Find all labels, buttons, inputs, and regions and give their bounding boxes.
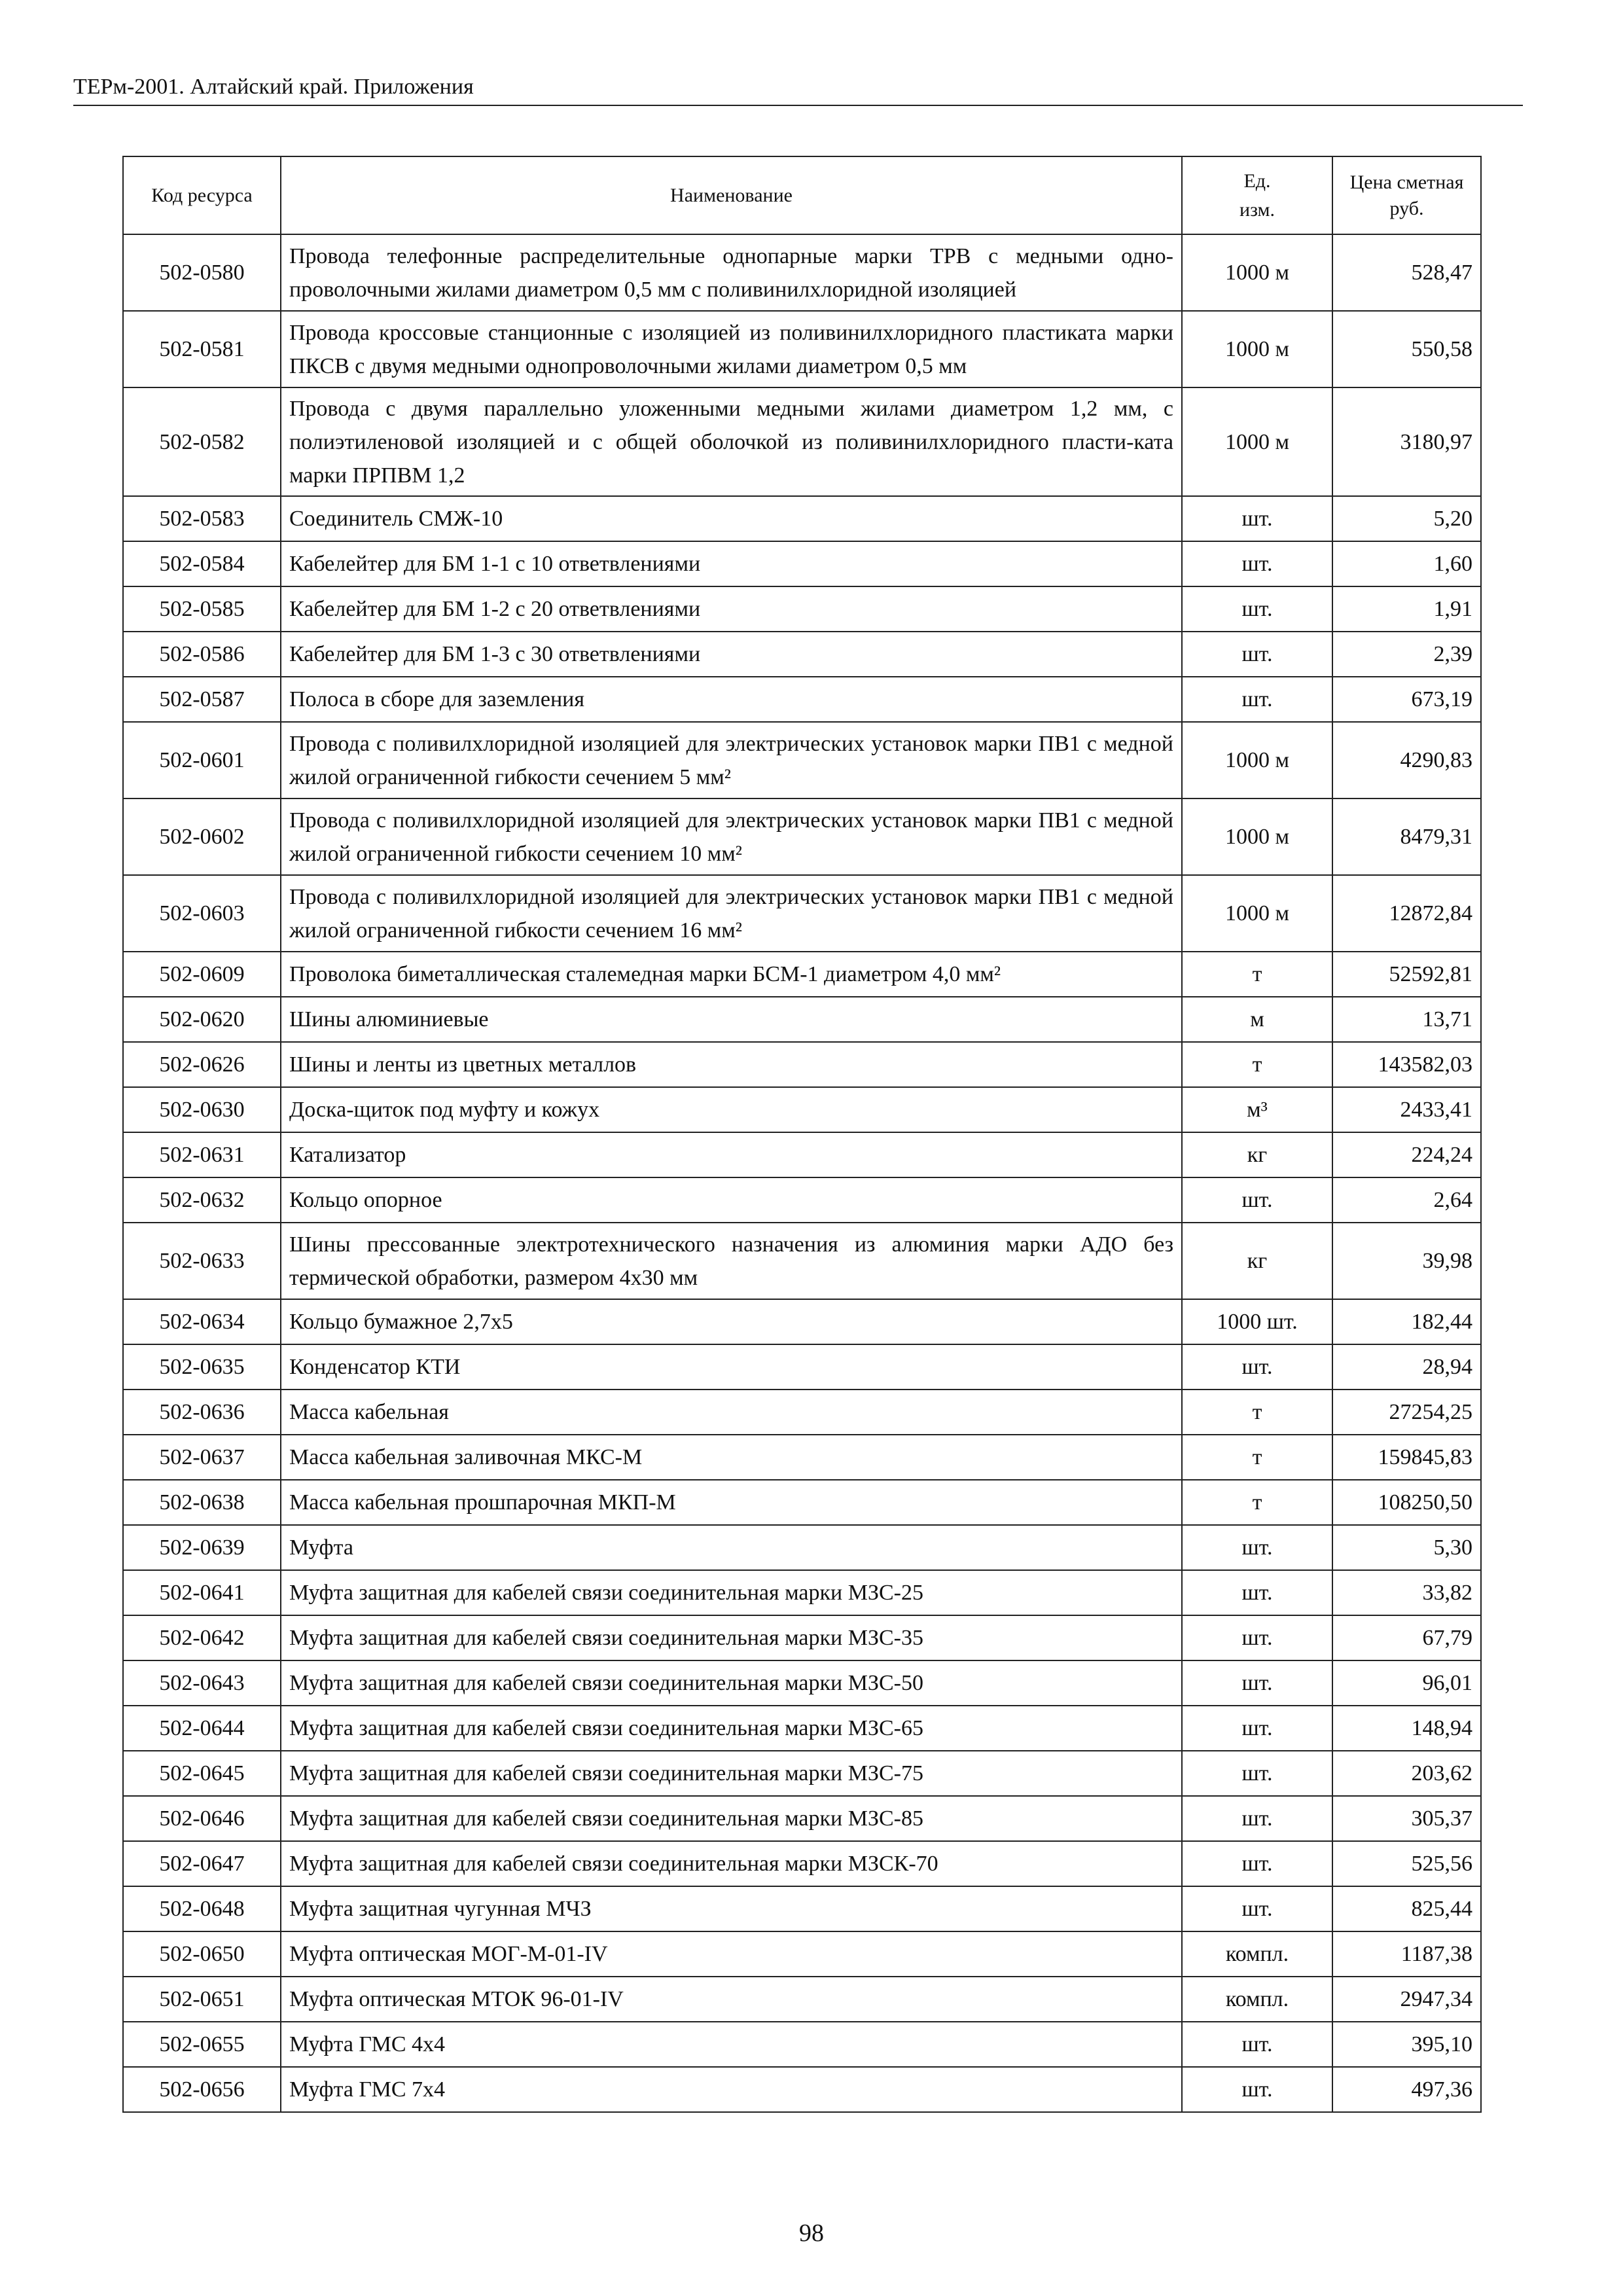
table-row xyxy=(123,1841,1481,1886)
cell-name: Муфта оптическая МТОК 96-01-IV xyxy=(281,1977,1182,2022)
table-row xyxy=(123,1751,1481,1796)
cell-name: Шины и ленты из цветных металлов xyxy=(281,1042,1182,1087)
cell-code: 502-0631 xyxy=(123,1132,281,1177)
table-row xyxy=(123,1390,1481,1435)
cell-name: Конденсатор КТИ xyxy=(281,1344,1182,1390)
cell-unit: кг xyxy=(1182,1223,1332,1299)
cell-price: 4290,83 xyxy=(1332,722,1481,798)
cell-code: 502-0580 xyxy=(123,234,281,311)
cell-price: 2947,34 xyxy=(1332,1977,1481,2022)
cell-unit: т xyxy=(1182,1480,1332,1525)
cell-unit: 1000 шт. xyxy=(1182,1299,1332,1344)
cell-price: 224,24 xyxy=(1332,1132,1481,1177)
cell-unit: шт. xyxy=(1182,1615,1332,1660)
cell-code: 502-0626 xyxy=(123,1042,281,1087)
cell-name: Шины прессованные электротехнического назначения из алюминия марки АДО без термической обработки, размером 4х30 мм xyxy=(281,1223,1182,1299)
cell-code: 502-0632 xyxy=(123,1177,281,1223)
table-row xyxy=(123,632,1481,677)
cell-price: 27254,25 xyxy=(1332,1390,1481,1435)
cell-price: 5,20 xyxy=(1332,496,1481,541)
cell-price: 52592,81 xyxy=(1332,952,1481,997)
cell-name: Провода с поливилхлоридной изоляцией для электрических установок марки ПВ1 с медной жилой ограниченной гибкости сечением 5 мм² xyxy=(281,722,1182,798)
cell-price: 825,44 xyxy=(1332,1886,1481,1931)
cell-unit: м³ xyxy=(1182,1087,1332,1132)
cell-code: 502-0634 xyxy=(123,1299,281,1344)
cell-name: Полоса в сборе для заземления xyxy=(281,677,1182,722)
cell-unit: шт. xyxy=(1182,1751,1332,1796)
table-row xyxy=(123,1435,1481,1480)
cell-code: 502-0587 xyxy=(123,677,281,722)
cell-name: Масса кабельная xyxy=(281,1390,1182,1435)
cell-name: Шины алюминиевые xyxy=(281,997,1182,1042)
table-row xyxy=(123,1931,1481,1977)
column-header-unit-line1: Ед. xyxy=(1243,170,1271,192)
column-header-name: Наименование xyxy=(281,156,1182,234)
table-header-row xyxy=(123,156,1481,234)
cell-name: Муфта xyxy=(281,1525,1182,1570)
cell-unit: шт. xyxy=(1182,541,1332,586)
cell-unit: шт. xyxy=(1182,1886,1332,1931)
cell-code: 502-0603 xyxy=(123,875,281,952)
cell-price: 1187,38 xyxy=(1332,1931,1481,1977)
table-row xyxy=(123,1177,1481,1223)
cell-code: 502-0643 xyxy=(123,1660,281,1706)
cell-price: 39,98 xyxy=(1332,1223,1481,1299)
table-row xyxy=(123,997,1481,1042)
cell-unit: 1000 м xyxy=(1182,387,1332,496)
cell-name: Кабелейтер для БМ 1-3 с 30 ответвлениями xyxy=(281,632,1182,677)
cell-unit: т xyxy=(1182,952,1332,997)
cell-price: 1,60 xyxy=(1332,541,1481,586)
cell-price: 96,01 xyxy=(1332,1660,1481,1706)
cell-unit: т xyxy=(1182,1435,1332,1480)
table-row xyxy=(123,1132,1481,1177)
column-header-price-line1: Цена сметная xyxy=(1349,171,1464,193)
table-row xyxy=(123,1299,1481,1344)
table-row xyxy=(123,1344,1481,1390)
cell-price: 33,82 xyxy=(1332,1570,1481,1615)
table-row xyxy=(123,1570,1481,1615)
table-row xyxy=(123,1796,1481,1841)
page-header: ТЕРм-2001. Алтайский край. Приложения xyxy=(73,73,1523,106)
cell-price: 12872,84 xyxy=(1332,875,1481,952)
column-header-price-line2: руб. xyxy=(1389,197,1424,219)
cell-unit: шт. xyxy=(1182,586,1332,632)
cell-name: Муфта оптическая МОГ-М-01-IV xyxy=(281,1931,1182,1977)
cell-code: 502-0644 xyxy=(123,1706,281,1751)
cell-name: Муфта ГМС 7х4 xyxy=(281,2067,1182,2112)
cell-unit: 1000 м xyxy=(1182,234,1332,311)
cell-name: Провода телефонные распределительные однопарные марки ТРВ с медными одно-проволочными жилами диаметром 0,5 мм с поливинилхлоридной изоляцией xyxy=(281,234,1182,311)
cell-unit: шт. xyxy=(1182,1660,1332,1706)
cell-unit: 1000 м xyxy=(1182,875,1332,952)
table-row xyxy=(123,541,1481,586)
table-row xyxy=(123,798,1481,875)
cell-code: 502-0620 xyxy=(123,997,281,1042)
cell-name: Муфта защитная для кабелей связи соединительная марки МЗС-85 xyxy=(281,1796,1182,1841)
cell-unit: 1000 м xyxy=(1182,798,1332,875)
table-row xyxy=(123,1223,1481,1299)
table-row xyxy=(123,952,1481,997)
cell-price: 2,39 xyxy=(1332,632,1481,677)
cell-code: 502-0651 xyxy=(123,1977,281,2022)
cell-code: 502-0609 xyxy=(123,952,281,997)
cell-price: 148,94 xyxy=(1332,1706,1481,1751)
table-row xyxy=(123,2022,1481,2067)
cell-price: 5,30 xyxy=(1332,1525,1481,1570)
cell-name: Катализатор xyxy=(281,1132,1182,1177)
resource-price-table xyxy=(122,156,1482,2113)
cell-unit: м xyxy=(1182,997,1332,1042)
cell-name: Кабелейтер для БМ 1-1 с 10 ответвлениями xyxy=(281,541,1182,586)
cell-price: 182,44 xyxy=(1332,1299,1481,1344)
cell-code: 502-0630 xyxy=(123,1087,281,1132)
cell-name: Провода кроссовые станционные с изоляцией из поливинилхлоридного пластиката марки ПКСВ с двумя медными однопроволочными жилами диаметром 0,5 мм xyxy=(281,311,1182,387)
table-row xyxy=(123,1087,1481,1132)
table-row xyxy=(123,1615,1481,1660)
table-row xyxy=(123,1706,1481,1751)
cell-name: Провода с поливилхлоридной изоляцией для электрических установок марки ПВ1 с медной жилой ограниченной гибкости сечением 16 мм² xyxy=(281,875,1182,952)
cell-price: 8479,31 xyxy=(1332,798,1481,875)
table-row xyxy=(123,496,1481,541)
cell-unit: 1000 м xyxy=(1182,311,1332,387)
cell-name: Масса кабельная заливочная МКС-М xyxy=(281,1435,1182,1480)
cell-code: 502-0642 xyxy=(123,1615,281,1660)
cell-price: 3180,97 xyxy=(1332,387,1481,496)
cell-unit: шт. xyxy=(1182,632,1332,677)
cell-name: Проволока биметаллическая сталемедная марки БСМ-1 диаметром 4,0 мм² xyxy=(281,952,1182,997)
cell-price: 203,62 xyxy=(1332,1751,1481,1796)
cell-price: 305,37 xyxy=(1332,1796,1481,1841)
cell-unit: шт. xyxy=(1182,2022,1332,2067)
cell-code: 502-0641 xyxy=(123,1570,281,1615)
cell-code: 502-0602 xyxy=(123,798,281,875)
cell-price: 159845,83 xyxy=(1332,1435,1481,1480)
cell-name: Муфта защитная для кабелей связи соединительная марки МЗСК-70 xyxy=(281,1841,1182,1886)
column-header-price xyxy=(1332,156,1481,234)
cell-name: Кольцо опорное xyxy=(281,1177,1182,1223)
cell-price: 525,56 xyxy=(1332,1841,1481,1886)
table-row xyxy=(123,1886,1481,1931)
cell-price: 2,64 xyxy=(1332,1177,1481,1223)
table-row xyxy=(123,311,1481,387)
table-row xyxy=(123,1977,1481,2022)
cell-code: 502-0584 xyxy=(123,541,281,586)
table-row xyxy=(123,387,1481,496)
cell-unit: шт. xyxy=(1182,1796,1332,1841)
cell-code: 502-0581 xyxy=(123,311,281,387)
cell-name: Муфта ГМС 4х4 xyxy=(281,2022,1182,2067)
page-number: 98 xyxy=(799,2219,824,2247)
cell-code: 502-0645 xyxy=(123,1751,281,1796)
cell-unit: шт. xyxy=(1182,1841,1332,1886)
cell-name: Муфта защитная для кабелей связи соединительная марки МЗС-65 xyxy=(281,1706,1182,1751)
table-row xyxy=(123,2067,1481,2112)
cell-code: 502-0637 xyxy=(123,1435,281,1480)
cell-unit: шт. xyxy=(1182,1344,1332,1390)
cell-price: 550,58 xyxy=(1332,311,1481,387)
cell-code: 502-0636 xyxy=(123,1390,281,1435)
cell-name: Доска-щиток под муфту и кожух xyxy=(281,1087,1182,1132)
cell-name: Муфта защитная чугунная МЧЗ xyxy=(281,1886,1182,1931)
cell-code: 502-0583 xyxy=(123,496,281,541)
cell-price: 673,19 xyxy=(1332,677,1481,722)
table-row xyxy=(123,1660,1481,1706)
cell-code: 502-0646 xyxy=(123,1796,281,1841)
cell-unit: шт. xyxy=(1182,2067,1332,2112)
cell-unit: т xyxy=(1182,1042,1332,1087)
cell-unit: шт. xyxy=(1182,1570,1332,1615)
table-row xyxy=(123,722,1481,798)
table-row xyxy=(123,1480,1481,1525)
cell-code: 502-0656 xyxy=(123,2067,281,2112)
table-row xyxy=(123,1525,1481,1570)
cell-code: 502-0582 xyxy=(123,387,281,496)
column-header-code: Код ресурса xyxy=(123,156,281,234)
cell-code: 502-0586 xyxy=(123,632,281,677)
cell-price: 13,71 xyxy=(1332,997,1481,1042)
cell-name: Муфта защитная для кабелей связи соединительная марки МЗС-75 xyxy=(281,1751,1182,1796)
cell-unit: 1000 м xyxy=(1182,722,1332,798)
cell-price: 395,10 xyxy=(1332,2022,1481,2067)
table-row xyxy=(123,1042,1481,1087)
cell-unit: кг xyxy=(1182,1132,1332,1177)
cell-code: 502-0647 xyxy=(123,1841,281,1886)
cell-price: 28,94 xyxy=(1332,1344,1481,1390)
cell-unit: компл. xyxy=(1182,1977,1332,2022)
cell-code: 502-0639 xyxy=(123,1525,281,1570)
cell-code: 502-0650 xyxy=(123,1931,281,1977)
cell-price: 1,91 xyxy=(1332,586,1481,632)
cell-name: Провода с поливилхлоридной изоляцией для электрических установок марки ПВ1 с медной жилой ограниченной гибкости сечением 10 мм² xyxy=(281,798,1182,875)
cell-unit: шт. xyxy=(1182,1706,1332,1751)
cell-unit: шт. xyxy=(1182,1177,1332,1223)
cell-unit: шт. xyxy=(1182,1525,1332,1570)
cell-price: 67,79 xyxy=(1332,1615,1481,1660)
table-row xyxy=(123,875,1481,952)
cell-code: 502-0635 xyxy=(123,1344,281,1390)
cell-code: 502-0585 xyxy=(123,586,281,632)
cell-price: 143582,03 xyxy=(1332,1042,1481,1087)
cell-price: 108250,50 xyxy=(1332,1480,1481,1525)
cell-name: Муфта защитная для кабелей связи соединительная марки МЗС-50 xyxy=(281,1660,1182,1706)
table-row xyxy=(123,677,1481,722)
cell-code: 502-0601 xyxy=(123,722,281,798)
cell-unit: шт. xyxy=(1182,496,1332,541)
cell-unit: т xyxy=(1182,1390,1332,1435)
cell-price: 2433,41 xyxy=(1332,1087,1481,1132)
column-header-unit-line2: изм. xyxy=(1240,198,1275,221)
cell-name: Масса кабельная прошпарочная МКП-М xyxy=(281,1480,1182,1525)
cell-name: Муфта защитная для кабелей связи соединительная марки МЗС-25 xyxy=(281,1570,1182,1615)
cell-code: 502-0655 xyxy=(123,2022,281,2067)
cell-code: 502-0638 xyxy=(123,1480,281,1525)
cell-name: Соединитель СМЖ-10 xyxy=(281,496,1182,541)
cell-name: Кабелейтер для БМ 1-2 с 20 ответвлениями xyxy=(281,586,1182,632)
cell-name: Провода с двумя параллельно уложенными медными жилами диаметром 1,2 мм, с полиэтиленовой изоляцией и с общей оболочкой из поливинилхлоридного пласти-ката марки ПРПВМ 1,2 xyxy=(281,387,1182,496)
column-header-unit xyxy=(1182,156,1332,234)
cell-price: 497,36 xyxy=(1332,2067,1481,2112)
cell-unit: компл. xyxy=(1182,1931,1332,1977)
cell-code: 502-0633 xyxy=(123,1223,281,1299)
cell-code: 502-0648 xyxy=(123,1886,281,1931)
cell-name: Муфта защитная для кабелей связи соединительная марки МЗС-35 xyxy=(281,1615,1182,1660)
table-row xyxy=(123,234,1481,311)
cell-price: 528,47 xyxy=(1332,234,1481,311)
table-row xyxy=(123,586,1481,632)
cell-unit: шт. xyxy=(1182,677,1332,722)
cell-name: Кольцо бумажное 2,7х5 xyxy=(281,1299,1182,1344)
